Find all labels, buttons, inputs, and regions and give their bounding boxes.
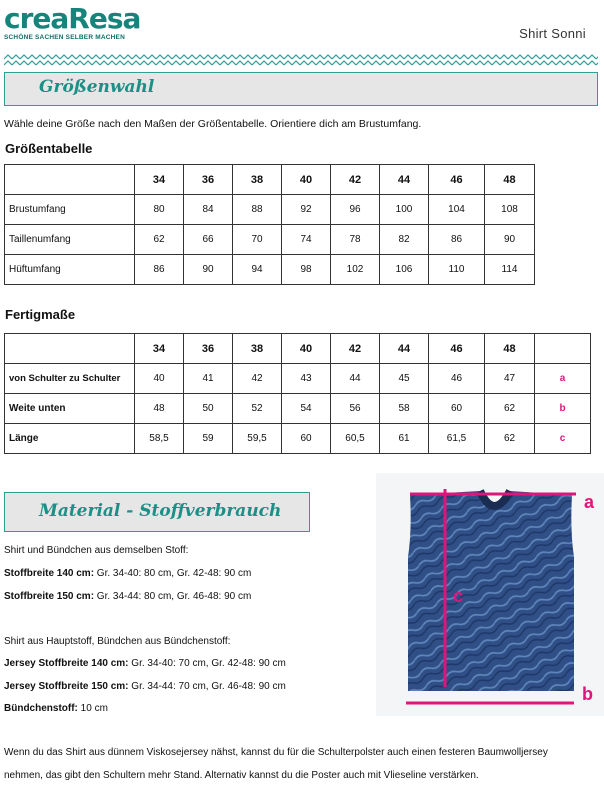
table-cell: 44 — [331, 364, 380, 394]
table-cell: 86 — [429, 225, 485, 255]
size-header-cell: 34 — [135, 334, 184, 364]
material-line — [4, 658, 286, 669]
table-cell: 41 — [184, 364, 233, 394]
table-cell: 43 — [282, 364, 331, 394]
material-line — [4, 703, 108, 714]
material-line-text: Gr. 34-44: 80 cm, Gr. 46-48: 90 cm — [94, 591, 252, 602]
size-header-cell: 36 — [184, 165, 233, 195]
size-header-cell: 44 — [380, 165, 429, 195]
document-title: Shirt Sonni — [519, 26, 586, 41]
row-label: Weite unten — [5, 394, 135, 424]
size-header-cell: 48 — [485, 334, 535, 364]
photo-marker-c: c — [453, 586, 464, 606]
material-heading: Material - Stoffverbrauch — [39, 501, 282, 521]
size-header-cell: 46 — [429, 334, 485, 364]
material-line-label: Stoffbreite 150 cm: — [4, 591, 95, 602]
material-line — [4, 568, 251, 579]
table-cell: 56 — [331, 394, 380, 424]
material-banner — [4, 492, 310, 532]
finished-table-header-row — [5, 334, 591, 364]
table-cell: 62 — [485, 394, 535, 424]
table-cell: 110 — [429, 255, 485, 285]
size-header-cell: 36 — [184, 334, 233, 364]
table-cell: 86 — [135, 255, 184, 285]
table-cell: 78 — [331, 225, 380, 255]
row-label: Brustumfang — [5, 195, 135, 225]
shirt-body — [408, 491, 574, 691]
table-cell: 98 — [282, 255, 331, 285]
table-cell: 40 — [135, 364, 184, 394]
table-cell: 42 — [233, 364, 282, 394]
measurement-marker-c: c — [535, 424, 591, 454]
table-cell: 80 — [135, 195, 184, 225]
shirt-measurement-photo — [376, 473, 604, 716]
table-cell: 70 — [233, 225, 282, 255]
size-header-cell: 38 — [233, 165, 282, 195]
measurement-marker-b: b — [535, 394, 591, 424]
table-cell: 102 — [331, 255, 380, 285]
table-cell: 46 — [429, 364, 485, 394]
size-header-cell: 42 — [331, 334, 380, 364]
table-cell: 61 — [380, 424, 429, 454]
table-cell: 74 — [282, 225, 331, 255]
table-row — [5, 364, 591, 394]
size-selection-banner — [4, 72, 598, 106]
material-line-text: Gr. 34-40: 80 cm, Gr. 42-48: 90 cm — [94, 568, 252, 579]
size-header-cell: 46 — [429, 165, 485, 195]
material-group2-intro: Shirt aus Hauptstoff, Bündchen aus Bündchenstoff: — [4, 636, 231, 647]
table-cell: 66 — [184, 225, 233, 255]
row-label: Hüftumfang — [5, 255, 135, 285]
material-line-label: Jersey Stoffbreite 150 cm: — [4, 681, 129, 692]
material-line-text: 10 cm — [77, 703, 108, 714]
table-cell: 96 — [331, 195, 380, 225]
table-cell: 45 — [380, 364, 429, 394]
material-line-text: Gr. 34-44: 70 cm, Gr. 46-48: 90 cm — [128, 681, 286, 692]
size-header-cell: 34 — [135, 165, 184, 195]
table-row — [5, 424, 591, 454]
finished-table-title: Fertigmaße — [5, 307, 76, 322]
finished-table-corner — [5, 334, 135, 364]
table-cell: 50 — [184, 394, 233, 424]
material-group1-intro: Shirt und Bündchen aus demselben Stoff: — [4, 545, 189, 556]
table-cell: 94 — [233, 255, 282, 285]
footer-line: Wenn du das Shirt aus dünnem Viskosejersey nähst, kannst du für die Schulterpolster auch einen festeren Baumwolljersey — [4, 747, 548, 758]
table-row — [5, 394, 591, 424]
size-header-cell: 42 — [331, 165, 380, 195]
table-cell: 100 — [380, 195, 429, 225]
table-cell: 48 — [135, 394, 184, 424]
size-table-corner — [5, 165, 135, 195]
finished-measurements-table — [4, 333, 591, 454]
table-cell: 90 — [184, 255, 233, 285]
footer-line: nehmen, das gibt den Schultern mehr Stand. Alternativ kannst du die Poster auch mit Vlieseline verstärken. — [4, 770, 479, 781]
table-cell: 104 — [429, 195, 485, 225]
table-cell: 84 — [184, 195, 233, 225]
table-cell: 92 — [282, 195, 331, 225]
table-cell: 60 — [282, 424, 331, 454]
table-row — [5, 225, 535, 255]
size-header-cell: 48 — [485, 165, 535, 195]
table-cell: 54 — [282, 394, 331, 424]
table-cell: 82 — [380, 225, 429, 255]
table-cell: 90 — [485, 225, 535, 255]
table-cell: 59,5 — [233, 424, 282, 454]
size-header-cell: 40 — [282, 165, 331, 195]
size-intro-text: Wähle deine Größe nach den Maßen der Größentabelle. Orientiere dich am Brustumfang. — [4, 118, 422, 130]
table-cell: 61,5 — [429, 424, 485, 454]
size-header-cell: 38 — [233, 334, 282, 364]
table-row — [5, 195, 535, 225]
logo-tagline: SCHÖNE SACHEN SELBER MACHEN — [4, 34, 125, 41]
material-line — [4, 591, 251, 602]
size-header-cell: 40 — [282, 334, 331, 364]
size-table-title: Größentabelle — [5, 141, 93, 156]
table-cell: 58 — [380, 394, 429, 424]
brand-logo — [4, 2, 141, 46]
footer-note — [4, 741, 602, 787]
photo-marker-a: a — [584, 492, 595, 512]
table-cell: 60 — [429, 394, 485, 424]
material-line-label: Stoffbreite 140 cm: — [4, 568, 95, 579]
material-line — [4, 681, 286, 692]
row-label: Taillenumfang — [5, 225, 135, 255]
material-line-label: Bündchenstoff: — [4, 703, 78, 714]
table-cell: 62 — [485, 424, 535, 454]
material-line-label: Jersey Stoffbreite 140 cm: — [4, 658, 129, 669]
marker-header-cell — [535, 334, 591, 364]
table-cell: 62 — [135, 225, 184, 255]
table-cell: 52 — [233, 394, 282, 424]
measurement-marker-a: a — [535, 364, 591, 394]
row-label: Länge — [5, 424, 135, 454]
size-table-header-row — [5, 165, 535, 195]
table-cell: 47 — [485, 364, 535, 394]
size-selection-heading: Größenwahl — [39, 77, 155, 97]
table-row — [5, 255, 535, 285]
table-cell: 58,5 — [135, 424, 184, 454]
material-line-text: Gr. 34-40: 70 cm, Gr. 42-48: 90 cm — [128, 658, 286, 669]
row-label: von Schulter zu Schulter — [5, 364, 135, 394]
table-cell: 108 — [485, 195, 535, 225]
size-table — [4, 164, 535, 285]
photo-marker-b: b — [582, 684, 593, 704]
table-cell: 88 — [233, 195, 282, 225]
table-cell: 106 — [380, 255, 429, 285]
table-cell: 60,5 — [331, 424, 380, 454]
table-cell: 59 — [184, 424, 233, 454]
logo-wordmark: creaResa — [4, 2, 141, 35]
size-header-cell: 44 — [380, 334, 429, 364]
table-cell: 114 — [485, 255, 535, 285]
decorative-wave-divider — [4, 54, 598, 66]
